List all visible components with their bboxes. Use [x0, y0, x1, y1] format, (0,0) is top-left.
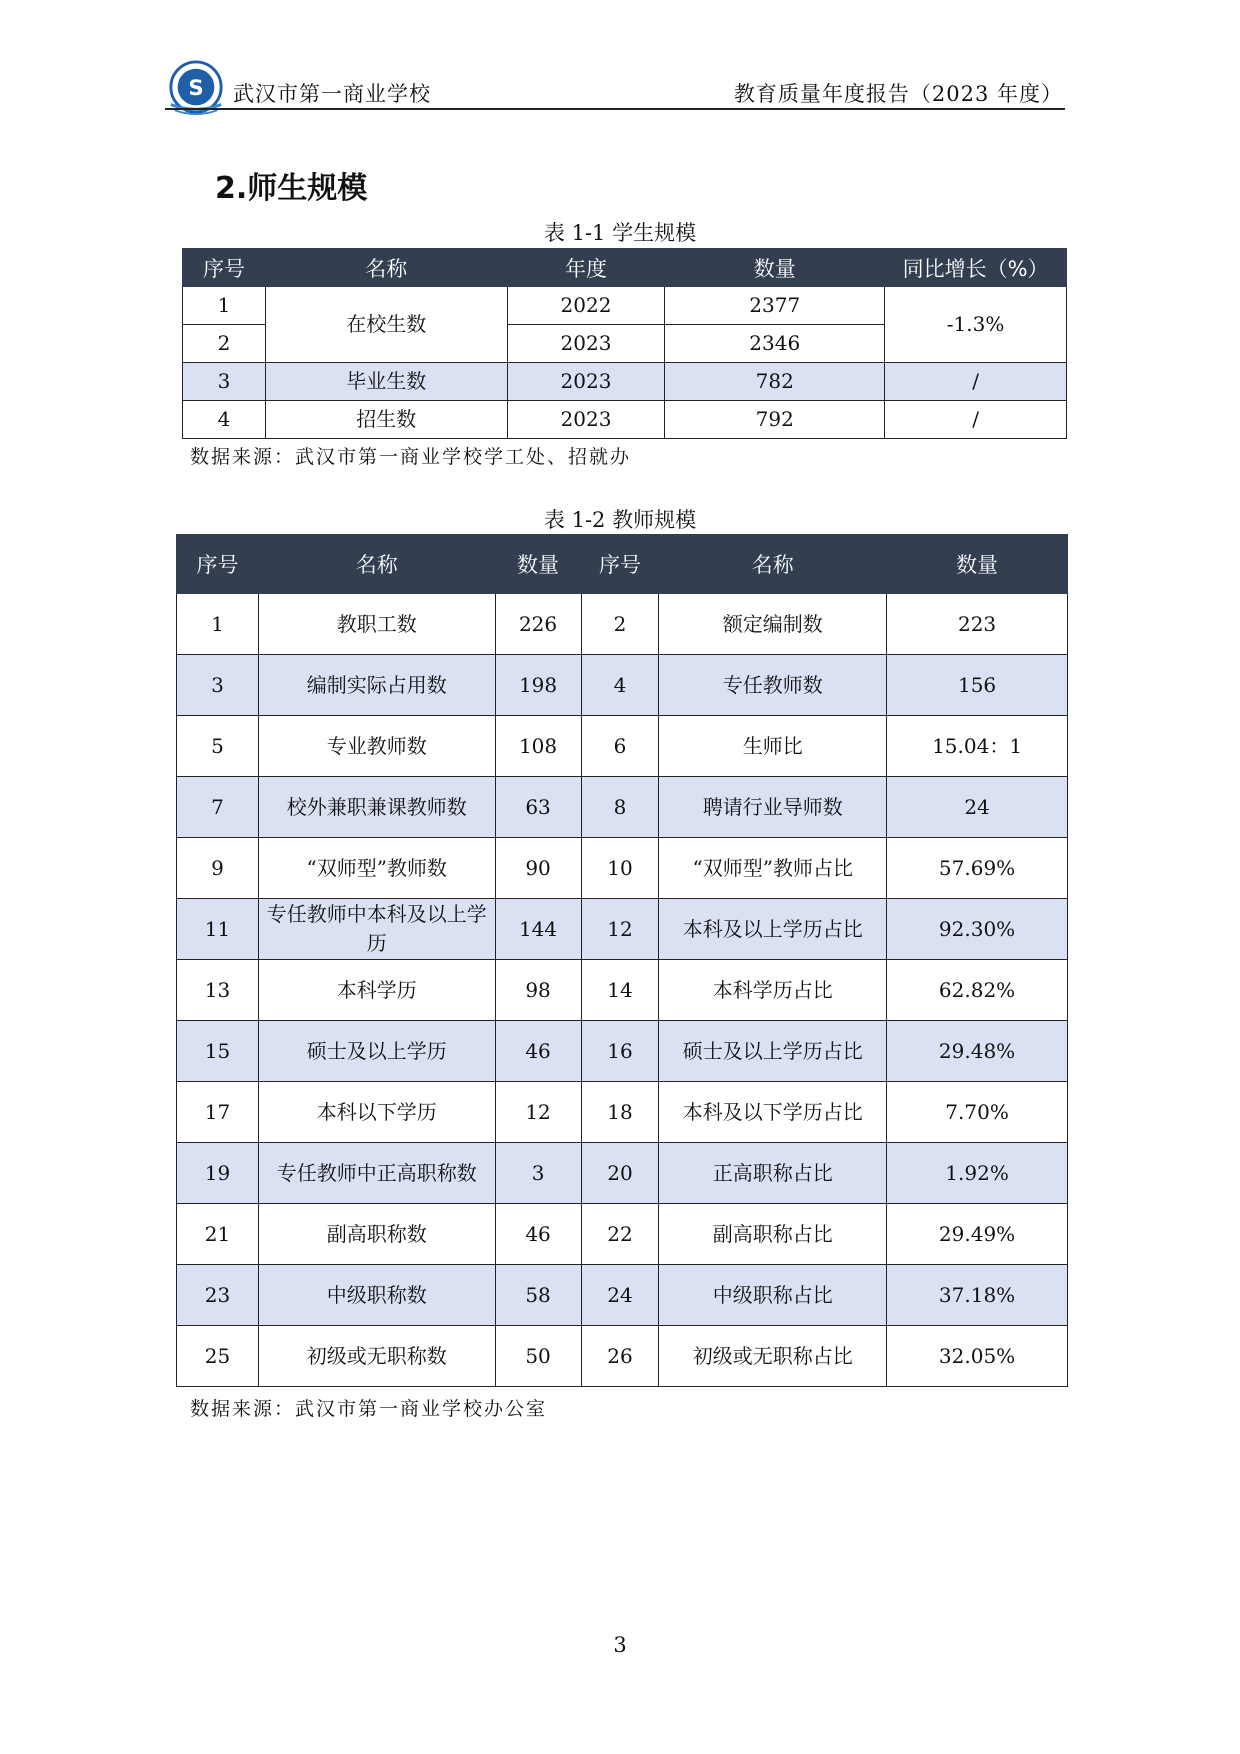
table-row	[177, 1021, 1068, 1082]
section-title: 2.师生规模	[215, 171, 368, 206]
count-cell: 782	[665, 363, 885, 401]
item-name: 中级职称占比	[659, 1265, 887, 1326]
table-header-row	[177, 535, 1068, 594]
count-cell: 792	[665, 401, 885, 439]
table-row	[177, 838, 1068, 899]
count-cell: 3	[495, 1143, 581, 1204]
table2-source: 数据来源：武汉市第一商业学校办公室	[190, 1398, 548, 1420]
table1-caption: 表 1-1 学生规模	[543, 221, 697, 245]
column-header: 数量	[495, 535, 581, 594]
row-number: 4	[183, 401, 266, 439]
column-header: 数量	[665, 249, 885, 287]
growth-cell: /	[885, 363, 1067, 401]
item-name: 本科及以下学历占比	[659, 1082, 887, 1143]
count-cell: 98	[495, 960, 581, 1021]
row-number: 13	[177, 960, 259, 1021]
count-cell: 108	[495, 716, 581, 777]
item-name: 生师比	[659, 716, 887, 777]
item-name: 本科学历占比	[659, 960, 887, 1021]
value-cell: 29.49%	[887, 1204, 1068, 1265]
value-cell: 156	[887, 655, 1068, 716]
item-name: 校外兼职兼课教师数	[258, 777, 495, 838]
item-name: 初级或无职称占比	[659, 1326, 887, 1387]
row-number: 10	[581, 838, 659, 899]
value-cell: 24	[887, 777, 1068, 838]
row-number: 24	[581, 1265, 659, 1326]
year-cell: 2023	[507, 401, 665, 439]
value-cell: 1.92%	[887, 1143, 1068, 1204]
item-name: 硕士及以上学历	[258, 1021, 495, 1082]
count-cell: 12	[495, 1082, 581, 1143]
count-cell: 63	[495, 777, 581, 838]
header-divider	[165, 108, 1065, 110]
value-cell: 223	[887, 594, 1068, 655]
item-name: 专任教师中本科及以上学历	[258, 899, 495, 960]
value-cell: 29.48%	[887, 1021, 1068, 1082]
row-number: 12	[581, 899, 659, 960]
column-header: 名称	[258, 535, 495, 594]
year-cell: 2023	[507, 325, 665, 363]
column-header: 序号	[183, 249, 266, 287]
item-name: “双师型”教师占比	[659, 838, 887, 899]
table-row	[177, 1082, 1068, 1143]
row-number: 3	[183, 363, 266, 401]
item-name: 专任教师数	[659, 655, 887, 716]
row-number: 14	[581, 960, 659, 1021]
row-number: 7	[177, 777, 259, 838]
item-name: 本科学历	[258, 960, 495, 1021]
value-cell: 57.69%	[887, 838, 1068, 899]
column-header: 序号	[581, 535, 659, 594]
value-cell: 37.18%	[887, 1265, 1068, 1326]
item-name: 副高职称数	[258, 1204, 495, 1265]
row-number: 6	[581, 716, 659, 777]
row-number: 1	[177, 594, 259, 655]
column-header: 序号	[177, 535, 259, 594]
school-name: 武汉市第一商业学校	[233, 82, 431, 106]
row-number: 4	[581, 655, 659, 716]
row-number: 18	[581, 1082, 659, 1143]
item-name: “双师型”教师数	[258, 838, 495, 899]
item-name: 正高职称占比	[659, 1143, 887, 1204]
page-number: 3	[613, 1633, 627, 1657]
column-header: 数量	[887, 535, 1068, 594]
row-number: 22	[581, 1204, 659, 1265]
row-number: 9	[177, 838, 259, 899]
year-cell: 2022	[507, 287, 665, 325]
row-number: 8	[581, 777, 659, 838]
item-name: 招生数	[265, 401, 507, 439]
item-name: 在校生数	[265, 287, 507, 363]
growth-cell: /	[885, 401, 1067, 439]
table-row	[183, 287, 1067, 325]
value-cell: 7.70%	[887, 1082, 1068, 1143]
table1-source: 数据来源：武汉市第一商业学校学工处、招就办	[190, 446, 632, 468]
row-number: 19	[177, 1143, 259, 1204]
item-name: 专业教师数	[258, 716, 495, 777]
column-header: 同比增长（%）	[885, 249, 1067, 287]
count-cell: 198	[495, 655, 581, 716]
item-name: 聘请行业导师数	[659, 777, 887, 838]
count-cell: 90	[495, 838, 581, 899]
row-number: 5	[177, 716, 259, 777]
table-header-row	[183, 249, 1067, 287]
growth-cell: -1.3%	[885, 287, 1067, 363]
row-number: 15	[177, 1021, 259, 1082]
row-number: 20	[581, 1143, 659, 1204]
row-number: 2	[581, 594, 659, 655]
table-row	[177, 716, 1068, 777]
row-number: 25	[177, 1326, 259, 1387]
count-cell: 58	[495, 1265, 581, 1326]
year-cell: 2023	[507, 363, 665, 401]
table-row	[177, 777, 1068, 838]
count-cell: 46	[495, 1204, 581, 1265]
row-number: 23	[177, 1265, 259, 1326]
item-name: 编制实际占用数	[258, 655, 495, 716]
count-cell: 50	[495, 1326, 581, 1387]
student-scale-table	[182, 248, 1067, 439]
table-row	[177, 1143, 1068, 1204]
column-header: 名称	[659, 535, 887, 594]
item-name: 教职工数	[258, 594, 495, 655]
value-cell: 62.82%	[887, 960, 1068, 1021]
count-cell: 2346	[665, 325, 885, 363]
row-number: 16	[581, 1021, 659, 1082]
table-row	[177, 1326, 1068, 1387]
row-number: 3	[177, 655, 259, 716]
table-row	[177, 1265, 1068, 1326]
value-cell: 15.04：1	[887, 716, 1068, 777]
row-number: 2	[183, 325, 266, 363]
table2-caption: 表 1-2 教师规模	[543, 508, 697, 532]
value-cell: 32.05%	[887, 1326, 1068, 1387]
table-row	[183, 401, 1067, 439]
table-row	[183, 363, 1067, 401]
column-header: 年度	[507, 249, 665, 287]
count-cell: 226	[495, 594, 581, 655]
row-number: 21	[177, 1204, 259, 1265]
item-name: 毕业生数	[265, 363, 507, 401]
table-row	[177, 960, 1068, 1021]
count-cell: 46	[495, 1021, 581, 1082]
table-row	[177, 655, 1068, 716]
value-cell: 92.30%	[887, 899, 1068, 960]
svg-text:S: S	[188, 75, 204, 101]
column-header: 名称	[265, 249, 507, 287]
teacher-scale-table	[176, 534, 1068, 1387]
row-number: 11	[177, 899, 259, 960]
page-header	[165, 58, 1065, 110]
item-name: 本科及以上学历占比	[659, 899, 887, 960]
row-number: 26	[581, 1326, 659, 1387]
item-name: 专任教师中正高职称数	[258, 1143, 495, 1204]
teacher-table-body	[177, 594, 1068, 1387]
table-row	[177, 594, 1068, 655]
table-row	[177, 1204, 1068, 1265]
row-number: 1	[183, 287, 266, 325]
item-name: 初级或无职称数	[258, 1326, 495, 1387]
report-title: 教育质量年度报告（2023 年度）	[733, 82, 1063, 106]
item-name: 本科以下学历	[258, 1082, 495, 1143]
item-name: 副高职称占比	[659, 1204, 887, 1265]
count-cell: 144	[495, 899, 581, 960]
item-name: 额定编制数	[659, 594, 887, 655]
table-row	[177, 899, 1068, 960]
item-name: 中级职称数	[258, 1265, 495, 1326]
row-number: 17	[177, 1082, 259, 1143]
item-name: 硕士及以上学历占比	[659, 1021, 887, 1082]
count-cell: 2377	[665, 287, 885, 325]
